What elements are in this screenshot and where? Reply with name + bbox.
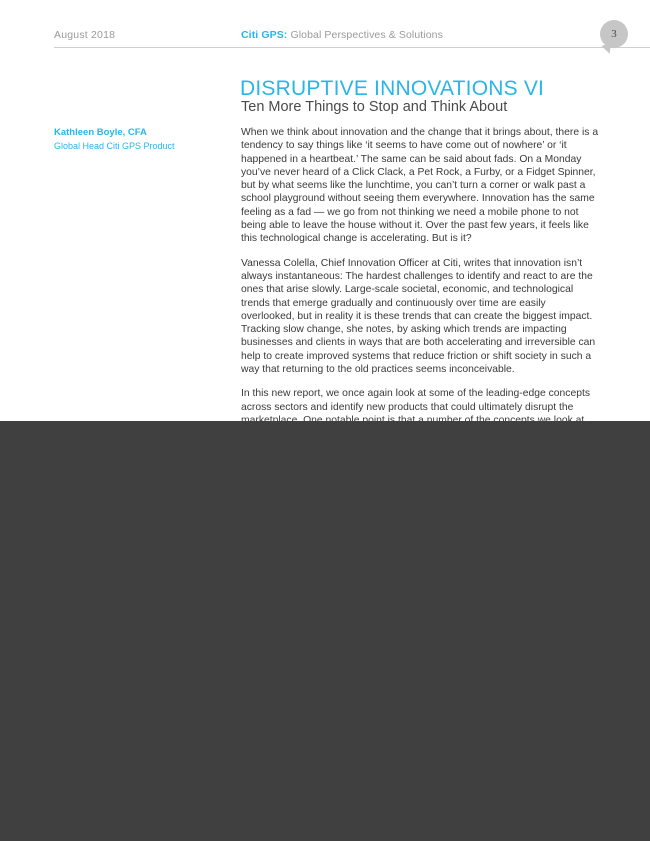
page-number-badge: 3 — [600, 20, 628, 48]
body-paragraph: When we think about innovation and the change that it brings about, there is a tendency to say things like ‘it seems to have come out of nowhere’ or ‘it happened in a heartbeat.’ The same can be said about fads. On a Monday you’ve never heard of a Click Clack, a Pet Rock, a Furby, or a Fidget Spinner, but by what seems like the lunchtime, you can’t turn a corner or walk past a school playground without seeing them everywhere. Innovation has the same feeling as a fad — we go from not thinking we need a mobile phone to not being able to leave the house without it. Over the past few years, it feels like this technological change is accelerating. But is it? — [241, 127, 599, 245]
page-title: DISRUPTIVE INNOVATIONS VI — [240, 77, 545, 100]
body-paragraph: In this new report, we once again look at some of the leading-edge concepts across sectors and identify new products that could ultimately disrupt the — [241, 388, 591, 413]
header-divider — [54, 47, 650, 48]
author-role: Global Head Citi GPS Product — [54, 141, 175, 151]
dark-overlay — [0, 421, 650, 841]
page-subtitle: Ten More Things to Stop and Think About — [241, 99, 508, 115]
body-paragraph: Vanessa Colella, Chief Innovation Officer at Citi, writes that innovation isn’t always instantaneous: The hardest challenges to identify and react to are the ones that arise slowly. Large-scale societal, economic, and technological trends that emerge gradually and continuously over time are easily overlooked, but in reality it is these trends that can create the biggest impact. Tracking slow change, she notes, by asking which trends are impacting businesses and clients in ways that are both accelerating and irreversible can help to create improved systems that reduce friction or shift society in such a way that returning to the old practices seems inconceivable. — [241, 257, 596, 376]
header-date: August 2018 — [54, 29, 116, 41]
series-brand: Citi GPS: — [241, 29, 288, 41]
series-title: Global Perspectives & Solutions — [290, 29, 443, 41]
body-text — [241, 126, 601, 465]
header-series — [241, 29, 443, 41]
author-name: Kathleen Boyle, CFA — [54, 127, 147, 138]
